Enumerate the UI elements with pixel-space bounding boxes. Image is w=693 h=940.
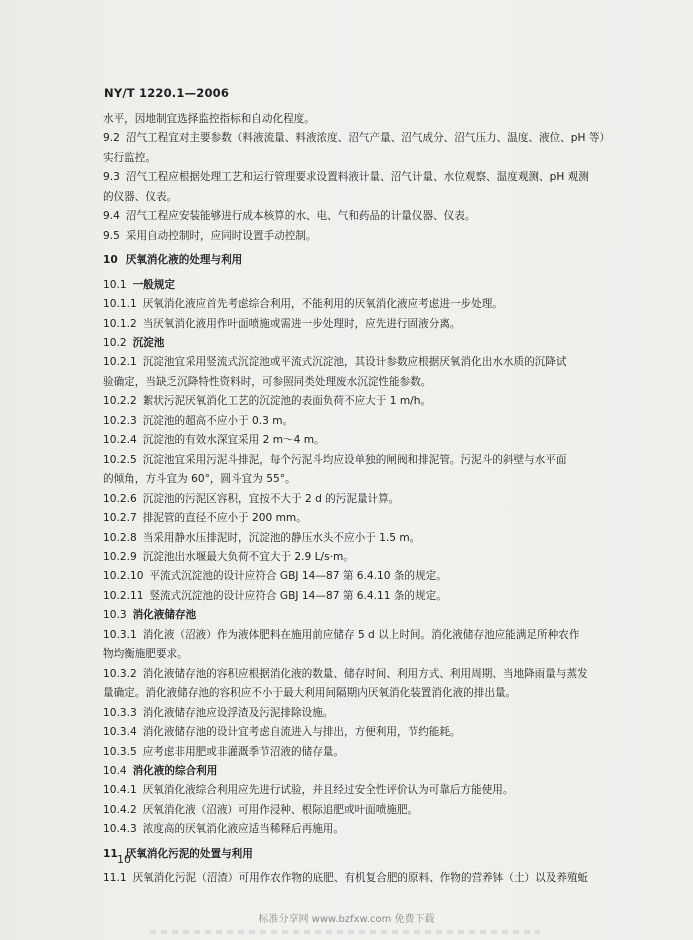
clause-number: 10.3.4	[103, 726, 137, 739]
clause-number: 10.2.9	[103, 550, 137, 563]
section-heading	[103, 845, 611, 864]
page-number: 10	[117, 853, 131, 866]
text-line	[103, 207, 611, 226]
subsection-heading	[103, 606, 611, 625]
scan-noise	[150, 930, 540, 934]
clause-text: 消化液储存池的容积应根据消化液的数量、储存时间、利用方式、利用周期、当地降雨量与蒸发	[142, 667, 588, 680]
clause-text: 消化液的综合利用	[132, 764, 218, 777]
clause-text: 沉淀池出水堰最大负荷不宜大于 2.9 L/s·m。	[142, 550, 354, 563]
clause-number: 9.2	[103, 132, 120, 145]
clause-text: 厌氧消化液综合利用应先进行试验，并且经过安全性评价认为可靠后方能使用。	[142, 784, 514, 797]
clause-number: 10.2.6	[103, 492, 137, 505]
clause-number: 10.2.4	[103, 434, 137, 447]
text-line	[103, 820, 611, 839]
clause-text: 厌氧消化液（沼液）可用作浸种、根际追肥或叶面喷施肥。	[142, 803, 419, 816]
standard-code-header: NY/T 1220.1—2006	[104, 86, 230, 100]
clause-text: 的倾角，方斗宜为 60°，圆斗宜为 55°。	[103, 473, 296, 486]
clause-number: 10.3.5	[103, 745, 137, 758]
clause-text: 沉淀池的污泥区容积，宜按不大于 2 d 的污泥量计算。	[142, 492, 400, 505]
text-line	[103, 684, 611, 703]
clause-text: 沉淀池宜采用竖流式沉淀池或平流式沉淀池，其设计参数应根据厌氧消化出水水质的沉降试	[142, 356, 567, 369]
text-line	[103, 373, 611, 392]
clause-number: 10.2.10	[103, 570, 144, 583]
clause-text: 沉淀池的有效水深宜采用 2 m～4 m。	[142, 434, 325, 447]
clause-number: 9.5	[103, 229, 120, 242]
text-line	[103, 781, 611, 800]
clause-text: 消化液储存池应设浮渣及污泥排除设施。	[142, 706, 334, 719]
clause-text: 浓度高的厌氧消化液应适当稀释后再施用。	[142, 823, 344, 836]
text-line	[103, 412, 611, 431]
text-line	[103, 801, 611, 820]
clause-text: 消化液储存池的设计宜考虑自流进入与排出，方便利用，节约能耗。	[142, 726, 461, 739]
clause-text: 一般规定	[132, 278, 175, 291]
text-line	[103, 470, 611, 489]
clause-text: 厌氧消化污泥的处置与利用	[125, 847, 253, 860]
text-line	[103, 168, 611, 187]
clause-number: 10.3.1	[103, 628, 137, 641]
clause-text: 沼气工程应安装能够进行成本核算的水、电、气和药品的计量仪器、仪表。	[125, 210, 476, 223]
clause-text: 实行监控。	[103, 151, 156, 164]
clause-number: 10.2	[103, 336, 127, 349]
clause-text: 厌氧消化污泥（沼渣）可用作农作物的底肥、有机复合肥的原料、作物的营养钵（土）以及养殖蚯	[132, 872, 589, 885]
clause-number: 10.4.1	[103, 784, 137, 797]
clause-number: 10.2.3	[103, 414, 137, 427]
text-line	[103, 451, 611, 470]
clause-text: 当厌氧消化液用作叶面喷施或需进一步处理时，应先进行固液分离。	[142, 317, 461, 330]
clause-number: 10.3.3	[103, 706, 137, 719]
text-line	[103, 431, 611, 450]
clause-number: 10.3.2	[103, 667, 137, 680]
clause-number: 10.4	[103, 764, 127, 777]
text-line	[103, 567, 611, 586]
clause-text: 的仪器、仪表。	[103, 190, 178, 203]
clause-number: 10.2.5	[103, 453, 137, 466]
text-line	[103, 529, 611, 548]
clause-number: 10	[103, 254, 118, 267]
clause-number: 10.4.2	[103, 803, 137, 816]
clause-text: 沼气工程应根据处理工艺和运行管理要求设置料液计量、沼气计量、水位观察、温度观测、pH 观测	[125, 171, 589, 184]
clause-text: 消化液储存池	[132, 609, 197, 622]
subsection-heading	[103, 334, 611, 353]
document-body	[103, 110, 611, 889]
text-line	[103, 315, 611, 334]
clause-text: 消化液（沼液）作为液体肥料在施用前应储存 5 d 以上时间。消化液储存池应能满足所种农作	[142, 628, 580, 641]
clause-text: 物均衡施肥要求。	[103, 648, 188, 661]
clause-text: 量确定。消化液储存池的容积应不小于最大利用间隔期内厌氧消化装置消化液的排出量。	[103, 687, 517, 700]
text-line	[103, 149, 611, 168]
section-heading	[103, 251, 611, 270]
clause-number: 11	[103, 847, 118, 860]
subsection-heading	[103, 276, 611, 295]
text-line	[103, 665, 611, 684]
clause-number: 11.1	[103, 872, 127, 885]
clause-number: 10.1.1	[103, 298, 137, 311]
clause-text: 排泥管的直径不应小于 200 mm。	[142, 512, 307, 525]
clause-text: 采用自动控制时，应同时设置手动控制。	[125, 229, 317, 242]
clause-text: 当采用静水压排泥时，沉淀池的静压水头不应小于 1.5 m。	[142, 531, 421, 544]
clause-number: 10.1	[103, 278, 127, 291]
clause-text: 竖流式沉淀池的设计应符合 GBJ 14—87 第 6.4.11 条的规定。	[149, 589, 447, 602]
text-line	[103, 490, 611, 509]
clause-text: 沉淀池宜采用污泥斗排泥，每个污泥斗均应设单独的闸阀和排泥管。污泥斗的斜壁与水平面	[142, 453, 567, 466]
text-line	[103, 548, 611, 567]
text-line	[103, 509, 611, 528]
clause-text: 验确定，当缺乏沉降特性资料时，可参照同类处理废水沉淀性能参数。	[103, 375, 432, 388]
text-line	[103, 188, 611, 207]
clause-number: 10.1.2	[103, 317, 137, 330]
clause-text: 平流式沉淀池的设计应符合 GBJ 14—87 第 6.4.10 条的规定。	[149, 570, 447, 583]
text-line	[103, 587, 611, 606]
clause-number: 10.2.1	[103, 356, 137, 369]
clause-text: 应考虑非用肥或非灌溉季节沼液的储存量。	[142, 745, 344, 758]
text-line	[103, 295, 611, 314]
text-line	[103, 743, 611, 762]
clause-number: 10.2.11	[103, 589, 144, 602]
clause-text: 水平，因地制宜选择监控指标和自动化程度。	[103, 113, 315, 125]
clause-number: 10.2.7	[103, 512, 137, 525]
text-line	[103, 869, 611, 888]
clause-text: 絮状污泥厌氧消化工艺的沉淀池的表面负荷不应大于 1 m/h。	[142, 395, 432, 408]
subsection-heading	[103, 762, 611, 781]
clause-number: 9.4	[103, 210, 120, 223]
text-line	[103, 110, 611, 129]
clause-text: 厌氧消化液应首先考虑综合利用，不能利用的厌氧消化液应考虑进一步处理。	[142, 298, 503, 311]
clause-text: 厌氧消化液的处理与利用	[125, 254, 243, 267]
text-line	[103, 704, 611, 723]
text-line	[103, 392, 611, 411]
text-line	[103, 626, 611, 645]
clause-text: 沉淀池	[132, 336, 165, 349]
site-watermark: 标准分享网 www.bzfxw.com 免费下载	[258, 914, 435, 925]
text-line	[103, 129, 611, 148]
text-line	[103, 353, 611, 372]
clause-number: 9.3	[103, 171, 120, 184]
clause-text: 沼气工程宜对主要参数（料液流量、料液浓度、沼气产量、沼气成分、沼气压力、温度、液位、pH 等）	[125, 132, 611, 145]
clause-text: 沉淀池的超高不应小于 0.3 m。	[142, 414, 294, 427]
text-line	[103, 227, 611, 246]
clause-number: 10.3	[103, 609, 127, 622]
clause-number: 10.2.2	[103, 395, 137, 408]
text-line	[103, 723, 611, 742]
text-line	[103, 645, 611, 664]
clause-number: 10.4.3	[103, 823, 137, 836]
clause-number: 10.2.8	[103, 531, 137, 544]
